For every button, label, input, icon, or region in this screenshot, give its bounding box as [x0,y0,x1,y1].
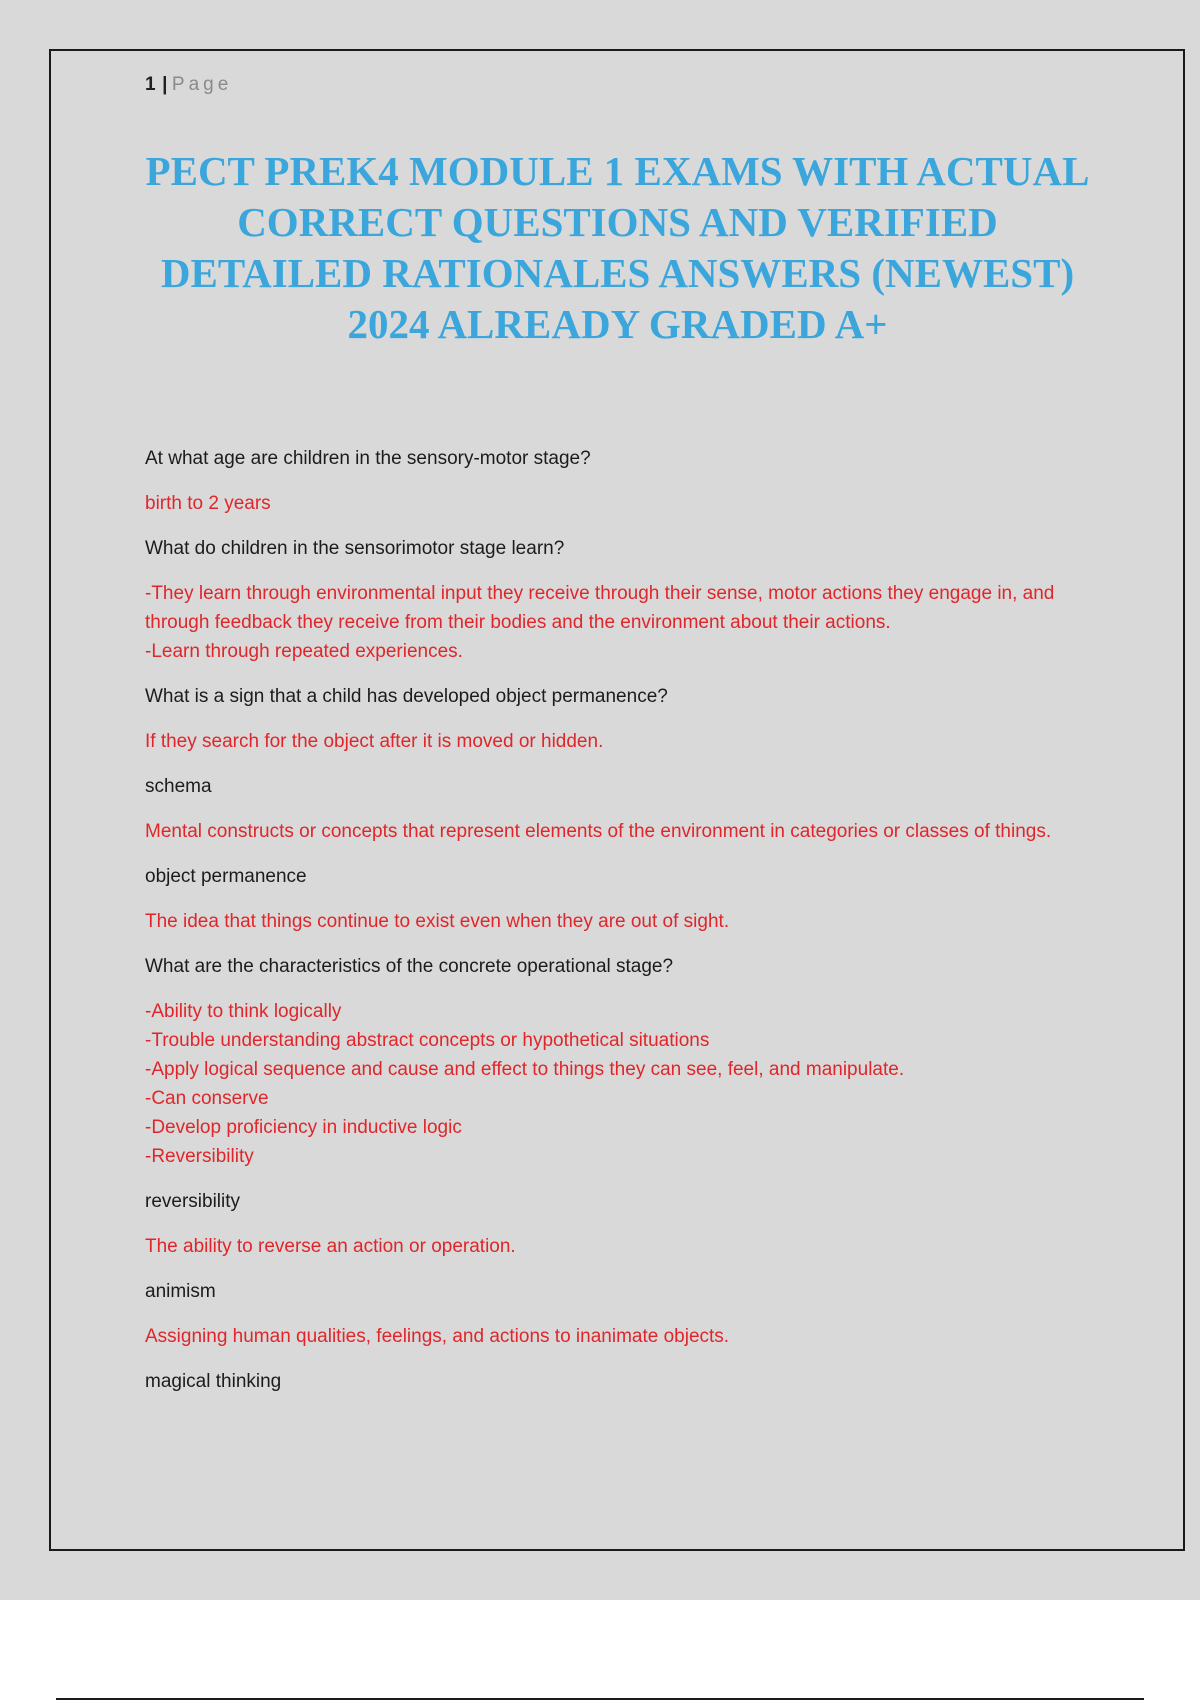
page-header [145,74,232,96]
page-label: Page [171,74,233,95]
answer-line: -Learn through repeated experiences. [145,641,463,662]
qa-list [145,444,1080,1412]
page-number: 1 [145,74,157,95]
question: schema [145,776,212,797]
answer [145,489,1080,518]
answer [145,1322,1080,1351]
answer-line: -Develop proficiency in inductive logic [145,1117,462,1138]
question: animism [145,1281,216,1302]
question: At what age are children in the sensory-motor stage? [145,448,591,469]
question: object permanence [145,866,307,887]
answer-line: -Apply logical sequence and cause and effect to things they can see, feel, and manipulate. [145,1059,905,1080]
answer [145,727,1080,756]
answer-line: -Can conserve [145,1088,269,1109]
page-separator: | [162,74,168,95]
answer [145,907,1080,936]
question: What do children in the sensorimotor stage learn? [145,538,565,559]
answer-line: -Trouble understanding abstract concepts or hypothetical situations [145,1030,710,1051]
answer-line: birth to 2 years [145,493,271,514]
question: What is a sign that a child has developed object permanence? [145,686,668,707]
answer-line: If they search for the object after it is moved or hidden. [145,731,604,752]
question: magical thinking [145,1371,282,1392]
answer [145,1232,1080,1261]
answer-line: The idea that things continue to exist even when they are out of sight. [145,911,730,932]
answer [145,817,1080,846]
answer [145,579,1080,666]
answer-line: Assigning human qualities, feelings, and actions to inanimate objects. [145,1326,730,1347]
answer-line: -Reversibility [145,1146,254,1167]
question: What are the characteristics of the concrete operational stage? [145,956,674,977]
answer-line: -They learn through environmental input they receive through their sense, motor actions they engage in, and through feedback they receive from their bodies and the environment about their actions. [145,583,1055,633]
answer-line: The ability to reverse an action or operation. [145,1236,516,1257]
question: reversibility [145,1191,241,1212]
document-title: PECT PREK4 MODULE 1 EXAMS WITH ACTUAL CORRECT QUESTIONS AND VERIFIED DETAILED RATIONALES ANSWERS (NEWEST) 2024 ALREADY GRADED A+ [145,148,1090,347]
answer-line: Mental constructs or concepts that represent elements of the environment in categories or classes of things. [145,821,1052,842]
answer [145,997,1080,1171]
answer-line: -Ability to think logically [145,1001,342,1022]
